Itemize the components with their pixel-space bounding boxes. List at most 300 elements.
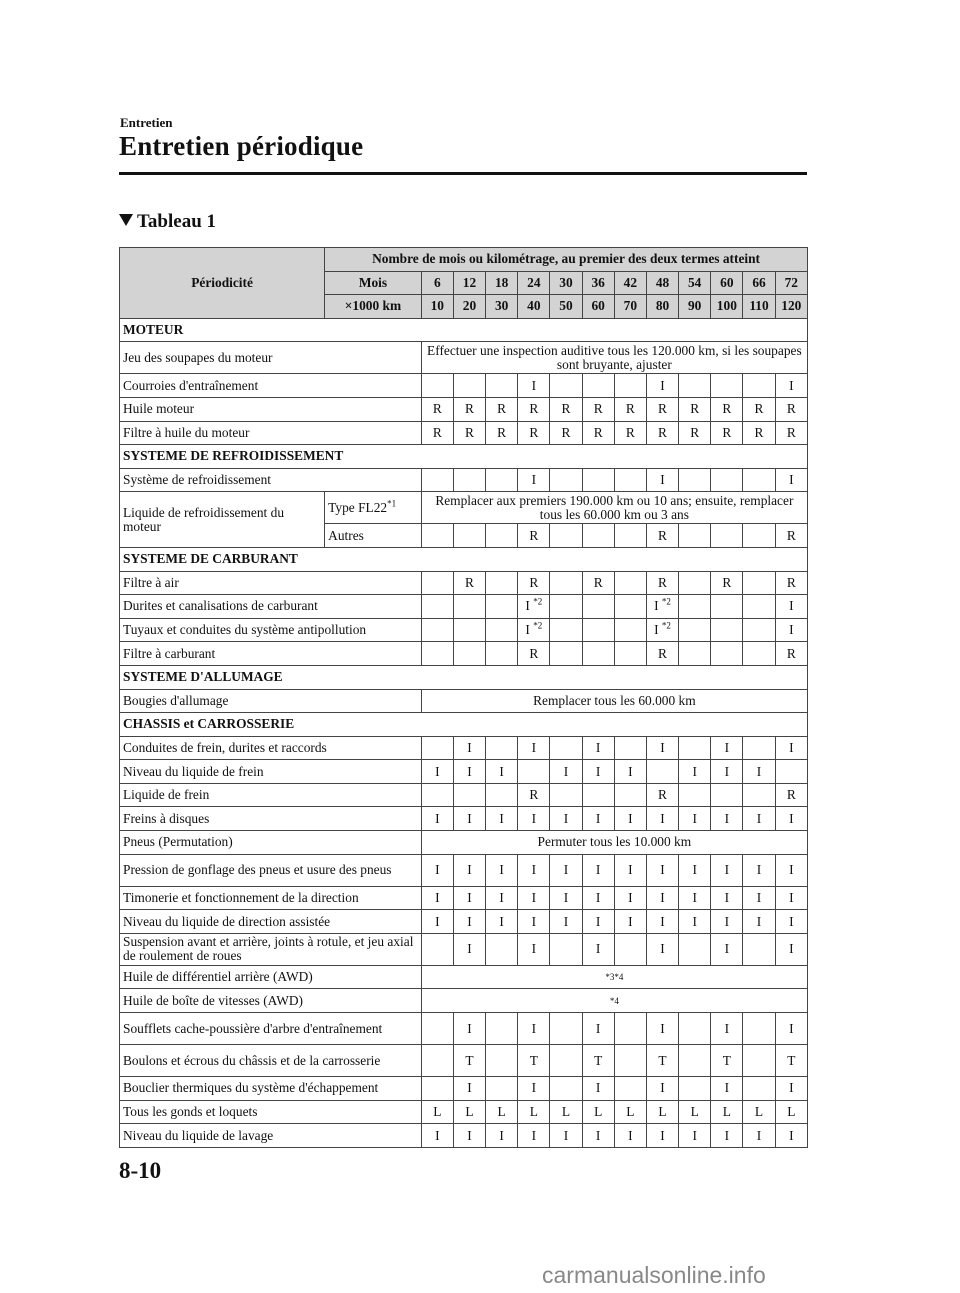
schedule-cell — [614, 468, 646, 492]
schedule-cell — [421, 1045, 453, 1077]
schedule-cell: I — [453, 886, 485, 910]
schedule-cell — [775, 760, 807, 784]
schedule-cell — [550, 468, 582, 492]
row-label: Courroies d'entraînement — [120, 374, 422, 398]
schedule-cell — [550, 1013, 582, 1045]
schedule-cell: I — [679, 854, 711, 886]
schedule-cell: I — [518, 854, 550, 886]
schedule-cell — [421, 736, 453, 760]
schedule-cell: I $^{*2}$ — [518, 618, 550, 642]
schedule-cell: I — [486, 886, 518, 910]
schedule-cell: I — [679, 807, 711, 831]
row-label: Huile de boîte de vitesses (AWD) — [120, 989, 422, 1013]
schedule-cell — [421, 1013, 453, 1045]
schedule-cell — [453, 524, 485, 548]
schedule-cell — [421, 524, 453, 548]
schedule-cell: I — [711, 1013, 743, 1045]
schedule-cell: I — [453, 736, 485, 760]
schedule-cell: T — [582, 1045, 614, 1077]
row-label: Pneus (Permutation) — [120, 831, 422, 855]
schedule-cell — [711, 468, 743, 492]
schedule-cell: R — [646, 642, 678, 666]
schedule-cell — [711, 374, 743, 398]
schedule-note: Effectuer une inspection auditive tous les 120.000 km, si les soupapes sont bruyante, ajuster — [421, 342, 807, 374]
schedule-cell: R — [550, 421, 582, 445]
schedule-cell: I — [453, 1124, 485, 1148]
row-label: Bougies d'allumage — [120, 689, 422, 713]
schedule-cell — [486, 618, 518, 642]
schedule-cell — [486, 468, 518, 492]
schedule-cell — [679, 1077, 711, 1101]
schedule-cell — [743, 933, 775, 965]
schedule-cell: R — [486, 397, 518, 421]
schedule-cell — [711, 783, 743, 807]
schedule-cell: I — [711, 854, 743, 886]
schedule-cell: R — [775, 421, 807, 445]
schedule-cell: I — [582, 1124, 614, 1148]
row-label: Durites et canalisations de carburant — [120, 595, 422, 619]
schedule-cell: R — [775, 642, 807, 666]
schedule-cell: I — [582, 910, 614, 934]
footnote-note: *3*4 — [421, 965, 807, 989]
footnote-ref: *2 — [661, 620, 671, 631]
schedule-cell — [421, 468, 453, 492]
schedule-cell: I — [421, 886, 453, 910]
schedule-cell: I — [486, 807, 518, 831]
schedule-cell: I — [711, 933, 743, 965]
schedule-cell: I — [775, 374, 807, 398]
footnote-ref: *2 — [661, 596, 671, 607]
schedule-cell: I — [743, 760, 775, 784]
schedule-cell: I — [679, 760, 711, 784]
schedule-cell — [679, 1045, 711, 1077]
schedule-cell: I — [711, 807, 743, 831]
section-header: CHASSIS et CARROSSERIE — [120, 713, 808, 737]
section-header: SYSTEME DE REFROIDISSEMENT — [120, 445, 808, 469]
schedule-cell — [550, 571, 582, 595]
schedule-cell — [614, 595, 646, 619]
schedule-cell: I — [421, 1124, 453, 1148]
schedule-cell — [486, 571, 518, 595]
schedule-cell — [518, 760, 550, 784]
schedule-cell: I — [453, 1013, 485, 1045]
footnote-ref: *1 — [387, 498, 397, 509]
schedule-cell — [711, 618, 743, 642]
schedule-cell: I — [582, 736, 614, 760]
sub-row-label: Autres — [325, 524, 422, 548]
schedule-cell: I — [518, 1077, 550, 1101]
schedule-cell: R — [679, 421, 711, 445]
schedule-cell — [421, 374, 453, 398]
schedule-cell: R — [486, 421, 518, 445]
months-cell: 72 — [775, 271, 807, 295]
km-cell: 20 — [453, 295, 485, 319]
schedule-cell — [550, 618, 582, 642]
row-label: Tuyaux et conduites du système antipollution — [120, 618, 422, 642]
schedule-cell: I — [646, 1077, 678, 1101]
schedule-cell — [711, 524, 743, 548]
row-label: Pression de gonflage des pneus et usure des pneus — [120, 854, 422, 886]
schedule-cell: I — [646, 886, 678, 910]
schedule-cell — [614, 642, 646, 666]
footnote-ref: *2 — [533, 620, 543, 631]
schedule-cell: I — [453, 807, 485, 831]
schedule-cell — [614, 933, 646, 965]
schedule-cell: I — [679, 910, 711, 934]
schedule-cell: R — [711, 397, 743, 421]
schedule-cell — [486, 736, 518, 760]
schedule-cell — [486, 783, 518, 807]
schedule-cell: I — [421, 854, 453, 886]
triangle-down-icon — [119, 214, 133, 226]
schedule-cell — [421, 783, 453, 807]
km-cell: 10 — [421, 295, 453, 319]
footnote-note: *4 — [421, 989, 807, 1013]
months-cell: 66 — [743, 271, 775, 295]
row-label: Soufflets cache-poussière d'arbre d'entraînement — [120, 1013, 422, 1045]
schedule-cell: I — [614, 760, 646, 784]
row-label: Tous les gonds et loquets — [120, 1100, 422, 1124]
schedule-cell: I — [582, 807, 614, 831]
schedule-cell: R — [582, 397, 614, 421]
schedule-cell — [743, 524, 775, 548]
months-cell: 48 — [646, 271, 678, 295]
schedule-cell: I — [775, 886, 807, 910]
schedule-cell: I — [646, 1013, 678, 1045]
km-label: ×1000 km — [325, 295, 422, 319]
schedule-cell: I — [486, 1124, 518, 1148]
schedule-cell — [582, 618, 614, 642]
schedule-cell: I — [775, 595, 807, 619]
table-title — [119, 211, 216, 233]
schedule-cell — [582, 783, 614, 807]
schedule-cell: R — [582, 421, 614, 445]
schedule-cell: I — [582, 1077, 614, 1101]
schedule-cell — [679, 618, 711, 642]
page-number: 8-10 — [119, 1158, 162, 1183]
schedule-cell — [743, 1077, 775, 1101]
schedule-cell: R — [775, 524, 807, 548]
schedule-cell: I — [775, 1124, 807, 1148]
schedule-cell: T — [518, 1045, 550, 1077]
row-label: Filtre à huile du moteur — [120, 421, 422, 445]
schedule-cell — [743, 1045, 775, 1077]
row-label: Huile de différentiel arrière (AWD) — [120, 965, 422, 989]
km-cell: 60 — [582, 295, 614, 319]
schedule-cell: I — [518, 910, 550, 934]
schedule-cell: I — [711, 886, 743, 910]
schedule-cell: R — [582, 571, 614, 595]
schedule-cell: I — [550, 760, 582, 784]
km-cell: 80 — [646, 295, 678, 319]
footnote-ref: *2 — [533, 596, 543, 607]
schedule-cell: R — [679, 397, 711, 421]
schedule-cell — [550, 933, 582, 965]
row-label: Suspension avant et arrière, joints à rotule, et jeu axial de roulement de roues — [120, 933, 422, 965]
schedule-cell: I — [614, 1124, 646, 1148]
schedule-cell — [614, 783, 646, 807]
months-cell: 24 — [518, 271, 550, 295]
schedule-cell — [679, 571, 711, 595]
schedule-cell: L — [582, 1100, 614, 1124]
maintenance-schedule-table — [119, 247, 808, 1148]
schedule-cell: I — [550, 910, 582, 934]
row-label: Niveau du liquide de lavage — [120, 1124, 422, 1148]
schedule-cell — [614, 571, 646, 595]
schedule-cell: I — [421, 910, 453, 934]
months-cell: 36 — [582, 271, 614, 295]
row-label: Filtre à carburant — [120, 642, 422, 666]
schedule-cell — [486, 524, 518, 548]
schedule-cell — [453, 618, 485, 642]
schedule-cell — [453, 468, 485, 492]
schedule-cell — [486, 1013, 518, 1045]
schedule-cell: T — [775, 1045, 807, 1077]
schedule-cell — [679, 524, 711, 548]
schedule-cell: I — [486, 854, 518, 886]
schedule-cell: L — [711, 1100, 743, 1124]
schedule-cell — [550, 1077, 582, 1101]
row-label: Liquide de frein — [120, 783, 422, 807]
months-cell: 6 — [421, 271, 453, 295]
schedule-cell: I — [582, 933, 614, 965]
schedule-cell: I — [743, 1124, 775, 1148]
schedule-cell: I — [550, 807, 582, 831]
schedule-cell: I — [518, 374, 550, 398]
schedule-cell — [646, 760, 678, 784]
schedule-cell: R — [775, 571, 807, 595]
schedule-cell: T — [453, 1045, 485, 1077]
schedule-cell: I — [711, 910, 743, 934]
schedule-cell: I — [646, 1124, 678, 1148]
schedule-cell: I — [646, 736, 678, 760]
schedule-cell: I $^{*2}$ — [518, 595, 550, 619]
schedule-cell: I — [550, 854, 582, 886]
schedule-cell: I — [453, 1077, 485, 1101]
schedule-cell: R — [775, 783, 807, 807]
schedule-cell — [550, 1045, 582, 1077]
schedule-cell: R — [518, 571, 550, 595]
schedule-cell — [614, 524, 646, 548]
schedule-cell: I — [743, 910, 775, 934]
schedule-cell — [614, 1013, 646, 1045]
schedule-cell: I — [775, 618, 807, 642]
schedule-cell — [550, 783, 582, 807]
schedule-cell — [421, 571, 453, 595]
schedule-cell: R — [775, 397, 807, 421]
schedule-cell — [550, 736, 582, 760]
schedule-cell — [743, 618, 775, 642]
schedule-cell: L — [775, 1100, 807, 1124]
schedule-cell: R — [646, 571, 678, 595]
periodicite-header: Périodicité — [120, 248, 325, 319]
schedule-cell: I — [421, 760, 453, 784]
section-label: Entretien — [120, 115, 173, 130]
schedule-cell — [743, 642, 775, 666]
schedule-cell: I — [453, 933, 485, 965]
schedule-cell: I — [518, 886, 550, 910]
schedule-cell: I — [646, 374, 678, 398]
schedule-cell — [486, 642, 518, 666]
schedule-cell — [711, 595, 743, 619]
row-label: Conduites de frein, durites et raccords — [120, 736, 422, 760]
schedule-cell — [421, 933, 453, 965]
schedule-cell — [743, 468, 775, 492]
months-cell: 18 — [486, 271, 518, 295]
schedule-cell — [743, 571, 775, 595]
schedule-cell: R — [453, 397, 485, 421]
schedule-cell: I — [453, 910, 485, 934]
schedule-cell: I — [775, 468, 807, 492]
schedule-cell: R — [743, 421, 775, 445]
section-header: SYSTEME DE CARBURANT — [120, 547, 808, 571]
schedule-cell: R — [711, 421, 743, 445]
schedule-cell: R — [614, 397, 646, 421]
title-rule — [119, 172, 807, 175]
schedule-cell — [743, 1013, 775, 1045]
schedule-cell — [679, 736, 711, 760]
schedule-cell — [711, 642, 743, 666]
schedule-cell: I — [775, 1013, 807, 1045]
schedule-cell — [421, 618, 453, 642]
months-cell: 12 — [453, 271, 485, 295]
schedule-cell: I — [582, 760, 614, 784]
schedule-cell: I — [646, 807, 678, 831]
schedule-cell — [453, 374, 485, 398]
km-cell: 30 — [486, 295, 518, 319]
schedule-cell — [743, 595, 775, 619]
schedule-cell — [679, 1013, 711, 1045]
sub-row-label: Type FL22$^{*1}$ — [325, 492, 422, 524]
row-label: Niveau du liquide de direction assistée — [120, 910, 422, 934]
row-label: Système de refroidissement — [120, 468, 422, 492]
schedule-cell — [421, 642, 453, 666]
schedule-cell: R — [711, 571, 743, 595]
schedule-cell: I — [679, 1124, 711, 1148]
schedule-cell: I — [421, 807, 453, 831]
months-cell: 60 — [711, 271, 743, 295]
interval-caption: Nombre de mois ou kilométrage, au premier des deux termes atteint — [325, 248, 808, 272]
schedule-cell: I — [711, 760, 743, 784]
months-cell: 42 — [614, 271, 646, 295]
schedule-cell — [453, 595, 485, 619]
row-label: Jeu des soupapes du moteur — [120, 342, 422, 374]
schedule-cell: R — [421, 397, 453, 421]
schedule-cell — [582, 642, 614, 666]
section-header: MOTEUR — [120, 318, 808, 342]
schedule-cell: R — [646, 783, 678, 807]
schedule-cell: I — [743, 854, 775, 886]
schedule-cell: I — [646, 468, 678, 492]
section-header: SYSTEME D'ALLUMAGE — [120, 665, 808, 689]
schedule-cell: L — [486, 1100, 518, 1124]
schedule-cell — [614, 1077, 646, 1101]
schedule-cell: R — [518, 642, 550, 666]
row-label: Niveau du liquide de frein — [120, 760, 422, 784]
schedule-cell — [582, 595, 614, 619]
schedule-cell: I — [775, 1077, 807, 1101]
schedule-cell: R — [421, 421, 453, 445]
schedule-cell: I $^{*2}$ — [646, 618, 678, 642]
schedule-cell: I — [453, 760, 485, 784]
schedule-cell: I — [582, 886, 614, 910]
schedule-cell — [453, 642, 485, 666]
schedule-cell: L — [518, 1100, 550, 1124]
schedule-cell: R — [646, 397, 678, 421]
schedule-cell — [486, 1077, 518, 1101]
schedule-cell: I — [453, 854, 485, 886]
schedule-cell: I — [775, 854, 807, 886]
schedule-cell: L — [614, 1100, 646, 1124]
km-cell: 40 — [518, 295, 550, 319]
schedule-cell — [550, 595, 582, 619]
km-cell: 90 — [679, 295, 711, 319]
schedule-cell: I — [775, 807, 807, 831]
schedule-cell: I — [518, 1013, 550, 1045]
schedule-cell — [486, 374, 518, 398]
schedule-cell: I — [646, 910, 678, 934]
schedule-cell: I — [518, 736, 550, 760]
schedule-cell: I — [711, 1124, 743, 1148]
schedule-cell: I — [743, 807, 775, 831]
schedule-cell: L — [646, 1100, 678, 1124]
schedule-cell — [486, 933, 518, 965]
schedule-cell: I — [775, 910, 807, 934]
schedule-cell — [743, 736, 775, 760]
schedule-cell: I — [486, 760, 518, 784]
schedule-cell: L — [550, 1100, 582, 1124]
schedule-cell — [582, 374, 614, 398]
months-label: Mois — [325, 271, 422, 295]
schedule-cell — [550, 524, 582, 548]
months-cell: 54 — [679, 271, 711, 295]
schedule-cell: I — [550, 886, 582, 910]
schedule-cell — [743, 783, 775, 807]
schedule-cell: R — [550, 397, 582, 421]
schedule-cell: I — [646, 854, 678, 886]
schedule-cell — [453, 783, 485, 807]
schedule-cell: L — [679, 1100, 711, 1124]
schedule-cell — [679, 468, 711, 492]
schedule-cell: R — [743, 397, 775, 421]
schedule-cell: I — [614, 910, 646, 934]
row-label: Liquide de refroidissement du moteur — [120, 492, 325, 548]
schedule-cell — [679, 933, 711, 965]
schedule-cell — [614, 618, 646, 642]
schedule-cell: R — [518, 783, 550, 807]
schedule-cell: R — [453, 571, 485, 595]
schedule-cell: L — [453, 1100, 485, 1124]
schedule-cell: I — [614, 807, 646, 831]
watermark: carmanualsonline.info — [542, 1262, 766, 1288]
schedule-cell: L — [421, 1100, 453, 1124]
schedule-cell: I — [518, 807, 550, 831]
schedule-cell: R — [646, 524, 678, 548]
schedule-cell: I — [614, 886, 646, 910]
km-cell: 120 — [775, 295, 807, 319]
schedule-cell: I — [775, 736, 807, 760]
schedule-cell — [679, 595, 711, 619]
schedule-cell — [614, 374, 646, 398]
schedule-cell: I — [582, 1013, 614, 1045]
schedule-cell: I — [775, 933, 807, 965]
schedule-cell: I — [743, 886, 775, 910]
schedule-cell: I — [518, 468, 550, 492]
schedule-cell — [421, 595, 453, 619]
schedule-cell: R — [453, 421, 485, 445]
schedule-cell: I $^{*2}$ — [646, 595, 678, 619]
months-cell: 30 — [550, 271, 582, 295]
